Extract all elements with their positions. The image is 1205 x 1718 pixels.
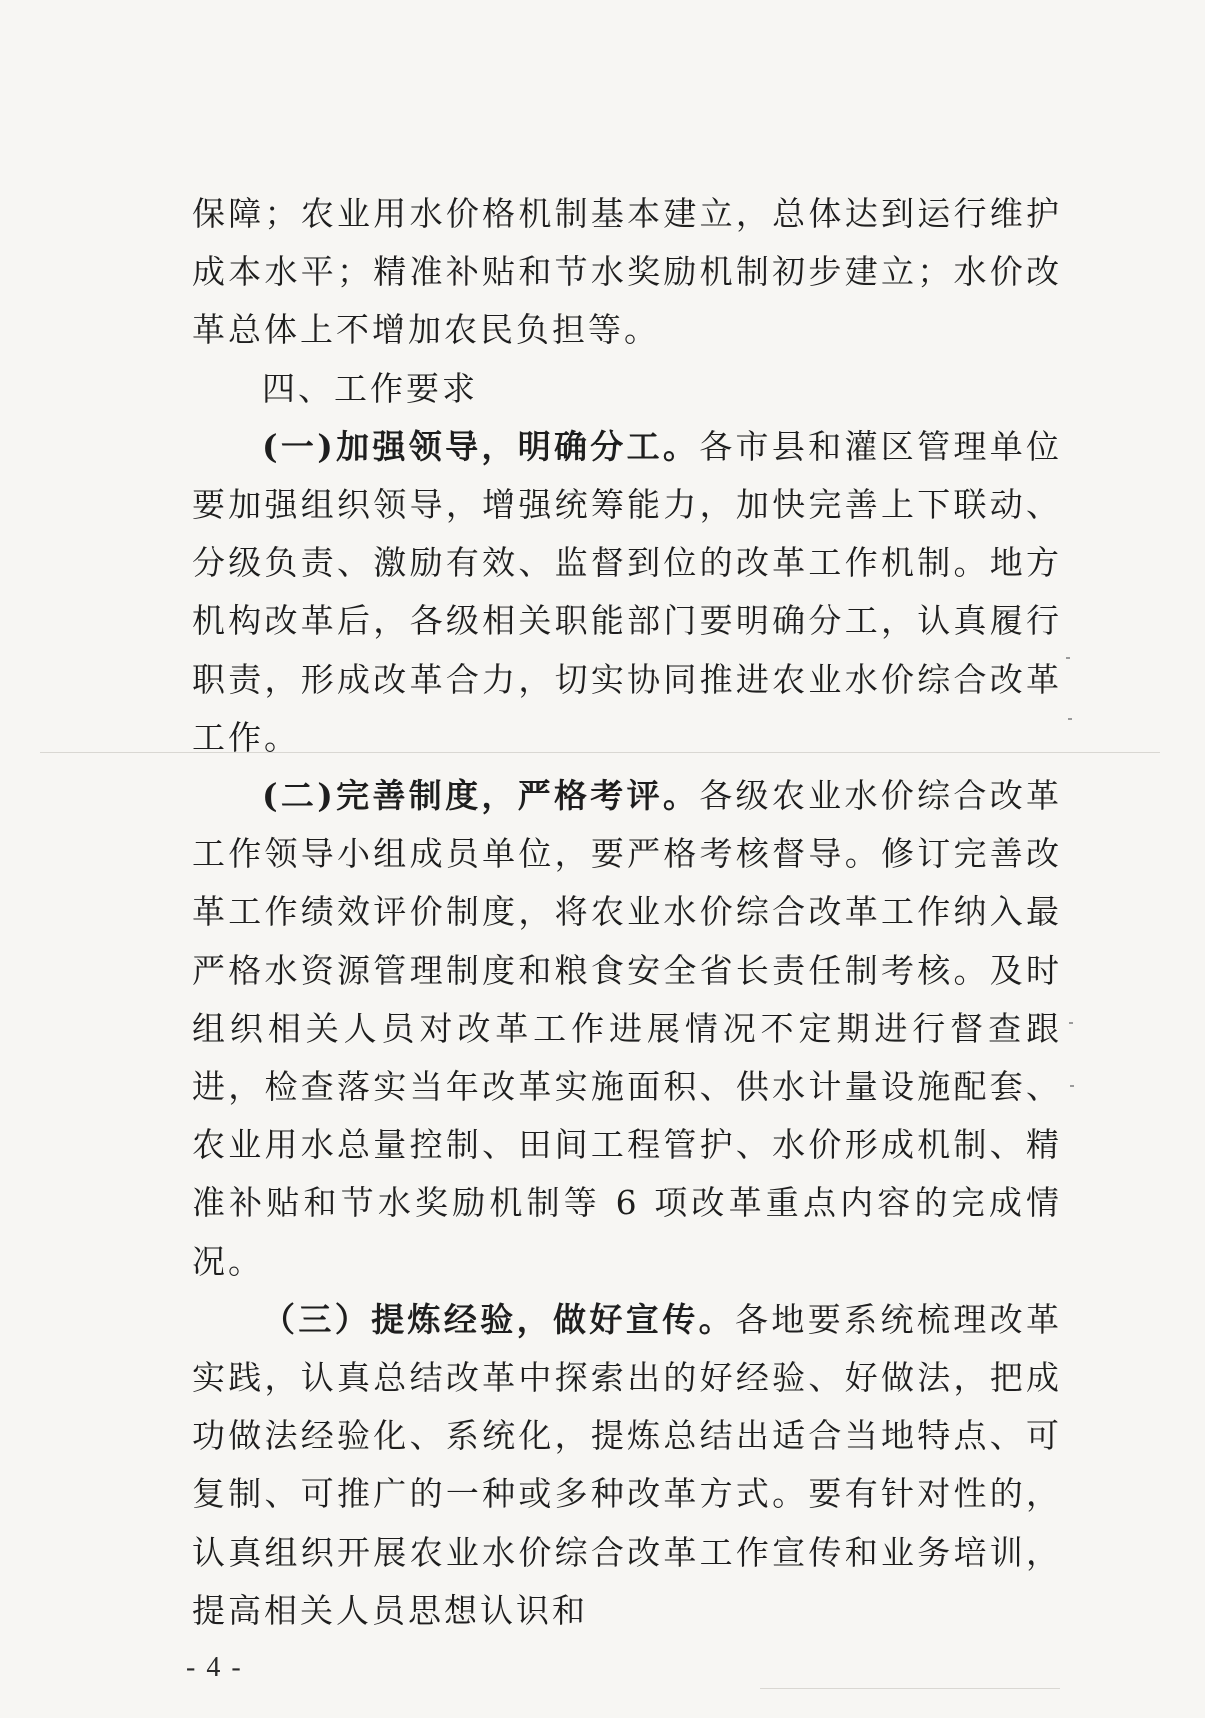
- scan-speck: [1066, 657, 1070, 659]
- paragraph-continuation: 保障；农业用水价格机制基本建立，总体达到运行维护成本水平；精准补贴和节水奖励机制初步建立；水价改革总体上不增加农民负担等。: [192, 194, 1062, 350]
- scan-speck: [1068, 718, 1072, 720]
- scan-speck: [1070, 1085, 1074, 1087]
- paragraph-lead-heading: (二)完善制度，严格考评。: [262, 776, 700, 816]
- body-text: [192, 185, 1062, 1640]
- scan-speck: [1069, 1022, 1073, 1024]
- section-heading: 四、工作要求: [262, 368, 478, 408]
- paragraph-lead-heading: （三）提炼经验，做好宣传。: [262, 1299, 735, 1339]
- paragraph-body: 各市县和灌区管理单位要加强组织领导，增强统筹能力，加快完善上下联动、分级负责、激励有效、监督到位的改革工作机制。地方机构改革后，各级相关职能部门要明确分工，认真履行职责，形成改革合力，切实协同推进农业水价综合改革工作。: [192, 426, 1063, 757]
- page-number: - 4 -: [186, 1652, 243, 1683]
- paragraph-publicity: [192, 1291, 1062, 1640]
- paragraph-lead-heading: (一)加强领导，明确分工。: [262, 426, 700, 466]
- paragraph-evaluation: [192, 767, 1062, 1291]
- paragraph-body: 各级农业水价综合改革工作领导小组成员单位，要严格考核督导。修订完善改革工作绩效评价制度，将农业水价综合改革工作纳入最严格水资源管理制度和粮食安全省长责任制考核。及时组织相关人员对改革工作进展情况不定期进行督查跟进，检查落实当年改革实施面积、供水计量设施配套、农业用水总量控制、田间工程管护、水价形成机制、精准补贴和节水奖励机制等 6 项改革重点内容的完成情况。: [192, 776, 1063, 1281]
- paragraph-leadership: [192, 418, 1062, 767]
- scan-artifact-line: [760, 1688, 1060, 1689]
- paragraph-body: 各地要系统梳理改革实践，认真总结改革中探索出的好经验、好做法，把成功做法经验化、系统化，提炼总结出适合当地特点、可复制、可推广的一种或多种改革方式。要有针对性的，认真组织开展农业水价综合改革工作宣传和业务培训，提高相关人员思想认识和: [192, 1299, 1063, 1630]
